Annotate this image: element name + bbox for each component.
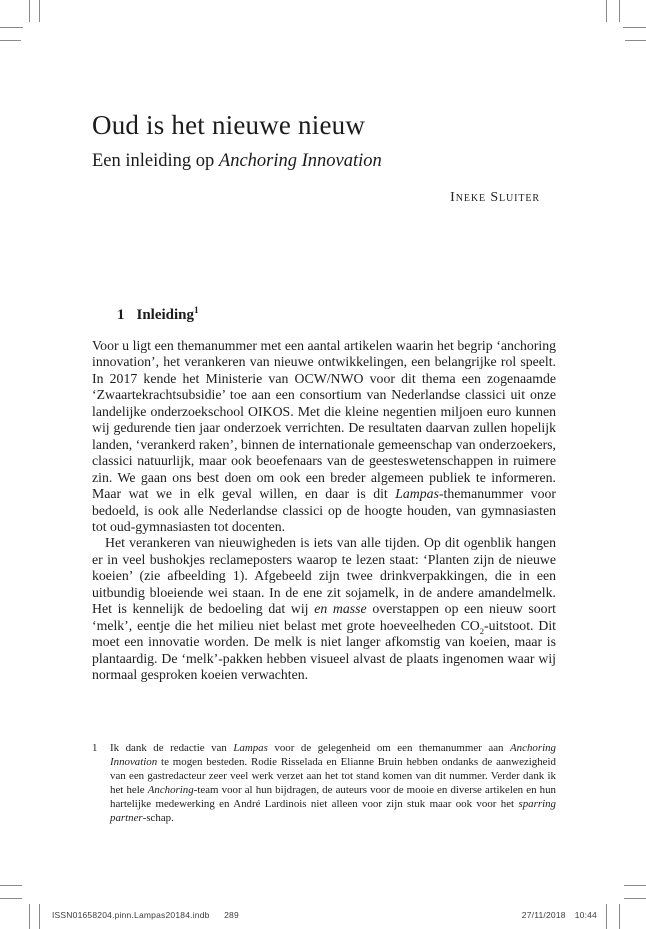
article-subtitle: Een inleiding op Anchoring Innovation: [92, 151, 382, 171]
section-heading: [117, 307, 199, 324]
crop-mark: [0, 27, 23, 28]
crop-mark: [624, 885, 646, 886]
section-number: 1: [117, 307, 125, 323]
body-paragraph-2: Het verankeren van nieuwigheden is iets van alle tijden. Op dit ogenblik hangen er in veel bushokjes reclameposters waarop te lezen staat: ‘Planten zijn de nieuwe koeien’ (zie afbeelding 1). Afgebeeld zijn twee drinkverpakkingen, die in een uitbundig bloeiende wei staan. In de ene zit sojamelk, in de andere amandelmelk. Het is kennelijk de bedoeling dat wij en masse overstappen op een nieuw soort ‘melk’, eentje die het milieu niet belast met grote hoeveelheden $CO_2$-uitstoot. Dit moet een innovatie worden. De melk is niet langer afkomstig van koeien, maar is plantaardig. De ‘melk’-pakken hebben visueel alvast de plaats ingenomen waar wij normaal gesproken koeien verwachten.: [92, 535, 556, 683]
crop-mark: [619, 0, 620, 22]
section-title: Inleiding$^1$: [136, 306, 199, 323]
crop-mark: [606, 0, 607, 22]
print-filename: ISSN01658204.pinn.Lampas20184.indb: [52, 910, 210, 920]
crop-mark: [39, 0, 40, 22]
print-page-number: 289: [224, 910, 239, 920]
footnote: [92, 742, 556, 825]
crop-mark: [0, 40, 21, 41]
crop-mark: [623, 27, 646, 28]
body-paragraph-1: Voor u ligt een themanummer met een aantal artikelen waarin het begrip ‘anchoring innovation’, het verankeren van nieuwe ontwikkelingen, een belangrijke rol speelt. In 2017 kende het Ministerie van OCW/NWO voor dit thema een zogenaamde ‘Zwaartekrachtsubsidie’ toe aan een consortium van Nederlandse classici uit onze landelijke onderzoekschool OIKOS. Met die kleine negentien miljoen euro kunnen wij gedurende tien jaar onderzoek verrichten. De resultaten daarvan zullen hopelijk landen, ‘verankerd raken’, binnen de internationale gemeenschap van onderzoekers, classici natuurlijk, maar ook beoefenaars van de geesteswetenschappen in ruimere zin. We gaan ons best doen om ook een breder algemeen publiek te informeren. Maar wat we in elk geval willen, en daar is dit Lampas-themanummer voor bedoeld, is ook alle Nederlandse classici op de hoogte houden, van gymnasiasten tot oud-gymnasiasten tot docenten.: [92, 338, 556, 534]
print-timestamp: [522, 910, 597, 920]
print-time: 10:44: [574, 910, 597, 920]
crop-mark: [619, 904, 620, 929]
article-body: [92, 338, 556, 684]
crop-mark: [624, 898, 646, 899]
article-title: Oud is het nieuwe nieuw: [92, 110, 366, 140]
crop-mark: [39, 904, 40, 929]
crop-mark: [29, 0, 30, 22]
crop-mark: [29, 904, 30, 929]
footnote-text: Ik dank de redactie van Lampas voor de gelegenheid om een themanummer aan Anchoring Innovation te mogen besteden. Rodie Risselada en Elianne Bruin hebben ondanks de aanwezigheid van een gastredacteur zeer veel werk verzet aan het tot stand komen van dit nummer. Verder dank ik het hele Anchoring-team voor al hun bijdragen, de auteurs voor de mooie en diverse artikelen en hun hartelijke medewerking en André Lardinois niet alleen voor zijn stuk maar ook voor het sparring partner-schap.: [110, 742, 557, 824]
crop-mark: [625, 40, 646, 41]
footnote-number: 1: [92, 742, 98, 754]
print-date: 27/11/2018: [521, 910, 566, 920]
print-footer: [52, 910, 597, 920]
crop-mark: [606, 904, 607, 929]
article-author: Ineke Sluiter: [450, 190, 540, 205]
crop-mark: [0, 898, 22, 899]
crop-mark: [0, 885, 22, 886]
